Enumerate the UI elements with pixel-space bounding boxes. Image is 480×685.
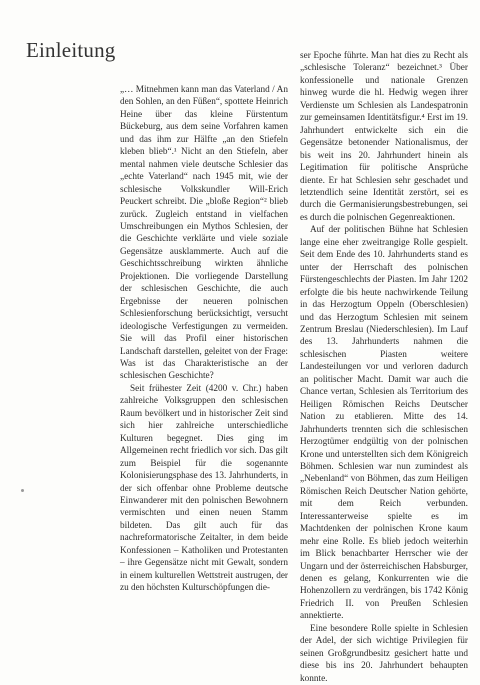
paragraph: ser Epoche führte. Man hat dies zu Recht als „schlesische Toleranz“ bezeichnet.³ Über konfessionelle und nationale Grenzen hinweg wurde die hl. Hedwig wegen ihrer Verdienste um Schlesien als Landespatronin zur gemeinsamen Identitätsfigur.⁴ Erst im 19. Jahrhundert entwickelte sich ein die Gegensätze betonender Nationalismus, der bis weit ins 20. Jahrhundert hinein als Legitimation für politische Ansprüche diente. Er hat Schlesien sehr geschadet und letztendlich seine Identität zerstört, sei es durch die Germanisierungsbestrebungen, sei es durch die polnischen Gegenreaktionen. (300, 51, 468, 223)
paragraph: Auf der politischen Bühne hat Schlesien lange eine eher zweitrangige Rolle gespielt. Seit dem Ende des 10. Jahrhunderts stand es unter der Herrschaft des polnischen Fürstengeschlechts der Piasten. Im Jahr 1202 erfolgte die bis heute nachwirkende Teilung in das Herzogtum Oppeln (Oberschlesien) und das Herzogtum Schlesien mit seinem Zentrum Breslau (Niederschlesien). Im Lauf des 13. Jahrhunderts nahmen die schlesischen Piasten weitere Landesteilungen vor und verloren dadurch an politischer Macht. Damit war auch die Chance vertan, Schlesien als Territorium des Heiligen Römischen Reichs Deutscher Nation zu etablieren. Mitte des 14. Jahrhunderts trennten sich die schlesischen Herzogtümer endgültig von der polnischen Krone und unterstellten sich dem Königreich Böhmen. Schlesien war nun zumindest als „Nebenland“ von Böhmen, das zum Heiligen Römischen Reich Deutscher Nation gehörte, mit dem Reich verbunden. Interessanterweise spielte es im Machtdenken der polnischen Krone kaum mehr eine Rolle. Es blieb jedoch weiterhin im Blick benachbarter Herrscher wie der Ungarn und der österreichischen Habsburger, denen es gelang, Konkurrenten wie die Hohenzollern zu verdrängen, bis 1742 König Friedrich II. von Preußen Schlesien annektierte. (300, 225, 468, 622)
paragraph: Eine besondere Rolle spielte in Schlesien der Adel, der sich wichtige Privilegien für seinen Großgrundbesitz gesichert hatte und diese bis ins 20. Jahrhundert behaupten konnte. (300, 623, 468, 684)
paragraph: Seit frühester Zeit (4200 v. Chr.) haben zahlreiche Volksgruppen den schlesischen Raum bevölkert und in historischer Zeit sind sich hier zahlreiche unterschiedliche Kulturen begegnet. Dies ging im Allgemeinen recht friedlich vor sich. Das gilt zum Beispiel für die sogenannte Kolonisierungsphase des 13. Jahrhunderts, in der sich offenbar ohne Probleme deutsche Einwanderer mit den polnischen Bewohnern vermischten und einen neuen Stamm bildeten. Das gilt auch für das nachreformatorische Zeitalter, in dem beide Konfessionen – Katholiken und Protestanten – ihre Gegensätze nicht mit Gewalt, sondern in einem kulturellen Wettstreit austrugen, der zu den höchsten Kulturschöpfungen die- (120, 383, 288, 594)
paragraph: „… Mitnehmen kann man das Vaterland / An den Sohlen, an den Füßen“, spottete Heinrich Heine über das kleine Fürstentum Bückeburg, aus dem seine Vorfahren kamen und das ihm zur Hälfte „an den Stiefeln kleben blieb“.¹ Nicht an den Stiefeln, aber mental nahmen viele deutsche Schlesier das „echte Vaterland“ nach 1945 mit, wie der schlesische Volkskundler Will-Erich Peuckert schreibt. Die „bloße Region“² blieb zurück. Zugleich entstand in vielfachen Umschreibungen ein Mythos Schlesien, der die Geschichte verklärte und viele soziale Gegensätze ausklammerte. Auch auf die Geschichtsschreibung wirkten ähnliche Projektionen. Die vorliegende Darstellung der schlesischen Geschichte, die auch Ergebnisse der neueren polnischen Schlesienforschung berücksichtigt, versucht ideologische Verfestigungen zu vermeiden. Sie will das Profil einer historischen Landschaft darstellen, geleitet von der Frage: Was ist das Charakteristische an der schlesischen Geschichte? (120, 85, 288, 382)
text-column-left (120, 84, 288, 595)
text-column-right (300, 50, 468, 685)
margin-dot (21, 489, 24, 492)
chapter-heading: Einleitung (26, 38, 116, 62)
